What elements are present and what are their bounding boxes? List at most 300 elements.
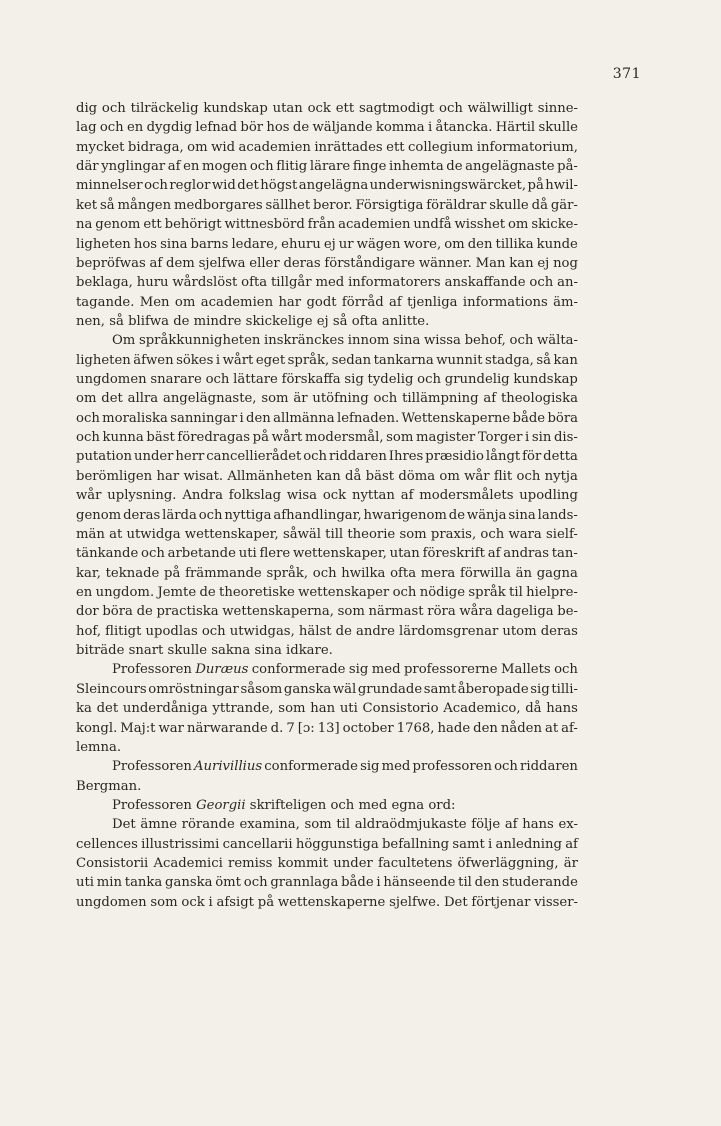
word: afhandlingar, [273, 507, 362, 523]
text-line [76, 777, 578, 796]
word: wår [464, 468, 490, 484]
word: män [76, 526, 105, 542]
word: Maj:t [120, 720, 156, 736]
word: ganska [283, 681, 332, 697]
word: ungdom. [95, 584, 155, 600]
word: ur [338, 236, 354, 252]
word: af [149, 255, 163, 271]
word: närwarande [186, 720, 268, 736]
word: äfwen [133, 352, 174, 368]
word: och [243, 875, 268, 891]
word: hans [522, 817, 554, 833]
text-line [76, 428, 578, 447]
word: Consistorio [362, 701, 439, 717]
word: ehuru [281, 236, 321, 252]
word: sedan [331, 352, 372, 368]
word: ock [181, 894, 205, 910]
word: skulle [167, 643, 208, 659]
text-line [76, 854, 578, 873]
word: ofta [390, 565, 417, 581]
text-line [76, 235, 578, 254]
word: och [330, 797, 355, 813]
word: remiss [228, 856, 273, 872]
word: och [529, 275, 554, 291]
word: dor [76, 604, 99, 620]
word: ligheten [76, 236, 131, 252]
word: sjelfwe. [389, 894, 441, 910]
word: studerande [502, 875, 578, 891]
word: wittnesbörd [224, 217, 305, 233]
word: eller [249, 255, 280, 271]
text-line [76, 757, 578, 776]
word: riddaren [328, 449, 387, 465]
word: komma [375, 120, 425, 136]
word: i [239, 410, 244, 426]
word: och [76, 410, 100, 426]
word: kunde [536, 236, 578, 252]
word: tillgår [271, 275, 312, 291]
word: stadga, [485, 352, 534, 368]
word: ynglingar [101, 159, 166, 175]
word: af [483, 391, 497, 407]
word: præsidio [425, 449, 484, 465]
text-line [76, 254, 578, 273]
word: skicke- [531, 217, 578, 233]
word: gär- [550, 197, 578, 213]
word: upodling [519, 488, 578, 504]
word: hänseende [383, 875, 456, 891]
word: wårt [271, 430, 303, 446]
word: tan- [551, 546, 578, 562]
word: till [325, 526, 344, 542]
word: bepröfwas [76, 255, 146, 271]
word: Professoren [112, 662, 192, 678]
word: cancellierådet [206, 449, 302, 465]
word: hof, [76, 623, 102, 639]
text-line [76, 835, 578, 854]
word: sanningar [170, 410, 238, 426]
word: informatorers [348, 275, 441, 291]
word: kan [553, 352, 578, 368]
word: mindre [193, 313, 242, 329]
word: uti [76, 875, 95, 891]
word: om [76, 391, 97, 407]
word: föredragas [177, 430, 251, 446]
word: då [345, 468, 362, 484]
word: sielf- [546, 526, 578, 542]
word: theorie [347, 526, 396, 542]
word: wårdslöst [172, 275, 238, 291]
word: den [473, 720, 498, 736]
word: den [246, 410, 271, 426]
word: tanka [124, 875, 163, 891]
word: och [554, 662, 578, 678]
word: Academico, [443, 701, 521, 717]
word: Duræus [195, 662, 249, 678]
word: Jemte [157, 584, 197, 600]
word: putation [76, 449, 133, 465]
word: grundade [357, 681, 423, 697]
word: ett [335, 101, 355, 116]
word: sina [508, 507, 536, 523]
text-line [76, 641, 578, 660]
word: allra [127, 391, 159, 407]
word: wåra [459, 604, 493, 620]
word: i [208, 894, 213, 910]
word: om [187, 139, 208, 155]
word: finge [352, 159, 387, 175]
word: förtjenar [471, 894, 531, 910]
text-line [76, 719, 578, 738]
word: hade [437, 720, 471, 736]
word: wisshet [454, 217, 506, 233]
text-line [76, 893, 578, 912]
word: uti [339, 701, 358, 717]
word: arbetande [167, 546, 236, 562]
word: om [439, 468, 460, 484]
word: som [386, 430, 414, 446]
word: åtancka. [435, 120, 493, 136]
word: omröstningar [148, 681, 239, 697]
word: til [336, 817, 351, 833]
word: wore, [403, 236, 442, 252]
word: förskaffa [281, 372, 341, 388]
word: academien [238, 139, 311, 155]
word: wänja [466, 507, 507, 523]
word: wettenskaper [298, 584, 390, 600]
word: huru [136, 275, 169, 291]
word: facultetens [378, 856, 453, 872]
word: är [563, 856, 578, 872]
word: lands- [537, 507, 578, 523]
word: visser- [534, 894, 578, 910]
word: från [307, 217, 336, 233]
text-line [76, 138, 578, 157]
text-line [76, 467, 578, 486]
word: är [293, 391, 308, 407]
word: ungdomen [76, 372, 147, 388]
word: i [215, 352, 221, 368]
word: som [278, 701, 306, 717]
word: samt [423, 681, 457, 697]
word: och [373, 391, 398, 407]
word: Men [139, 294, 170, 310]
word: böra [102, 604, 133, 620]
word: illustrissimi [141, 836, 220, 852]
word: berömligen [76, 468, 153, 484]
word: yttrande, [212, 701, 274, 717]
word: mera [420, 565, 456, 581]
word: hos [133, 236, 158, 252]
word: språk [468, 584, 506, 600]
word: af [504, 817, 518, 833]
word: förståndigare [324, 255, 416, 271]
word: en [76, 584, 93, 600]
word: nåden [500, 720, 542, 736]
word: de [335, 623, 352, 639]
word: conformerade [251, 662, 346, 678]
word: professorerne [403, 662, 498, 678]
word: ämne [140, 817, 177, 833]
word: inhemta [389, 159, 444, 175]
word: min [96, 875, 122, 891]
word: om [444, 236, 465, 252]
word: med [358, 797, 388, 813]
word: reglor [169, 178, 211, 194]
word: än [515, 565, 533, 581]
word: flit [493, 468, 513, 484]
word: wettenskaperne [277, 894, 386, 910]
word: åberopade [457, 681, 529, 697]
word: mången [117, 197, 172, 213]
word: Härtil [495, 120, 536, 136]
word: lättare [233, 372, 278, 388]
word: modersmålets [419, 488, 514, 504]
word: flere [259, 546, 291, 562]
word: under [133, 449, 174, 465]
word: de [136, 604, 153, 620]
word: i [427, 120, 433, 136]
word: anskaffande [444, 275, 526, 291]
word: som [150, 894, 178, 910]
word: sig [344, 372, 364, 388]
word: dageliga [496, 604, 554, 620]
word: och [201, 623, 226, 639]
word: hwarigenom [363, 507, 447, 523]
word: cancellarii [222, 836, 293, 852]
word: dem [166, 255, 195, 271]
word: kar, [76, 565, 101, 581]
word: flitigt [105, 623, 142, 639]
word: collegium [408, 139, 474, 155]
word: lefnaden. [336, 410, 400, 426]
text-line [76, 506, 578, 525]
word: sjelfwa [198, 255, 246, 271]
text-line [76, 176, 578, 195]
word: Ihres [388, 449, 424, 465]
word: wägen [356, 236, 401, 252]
word: under [333, 856, 373, 872]
word: kundskap [203, 101, 268, 116]
word: be- [557, 604, 578, 620]
word: Man [475, 255, 506, 271]
text-line [76, 486, 578, 505]
text-line [76, 293, 578, 312]
word: och [494, 759, 518, 775]
word: hwil- [545, 178, 578, 194]
word: utöfning [312, 391, 369, 407]
word: Om [112, 333, 136, 349]
word: tydelig [367, 372, 414, 388]
text-line [76, 447, 578, 466]
word: at [109, 526, 123, 542]
word: genom [76, 507, 122, 523]
word: förråd [341, 294, 384, 310]
word: Bergman. [76, 778, 142, 794]
word: och [99, 120, 124, 136]
word: behof, [464, 333, 506, 349]
word: cellences [76, 836, 138, 852]
word: och [312, 565, 337, 581]
word: ofta [351, 313, 378, 329]
word: så [536, 352, 551, 368]
word: och [303, 449, 328, 465]
word: teknade [105, 565, 160, 581]
word: wunnit [436, 352, 483, 368]
word: afsigt [216, 894, 254, 910]
word: anledning [495, 836, 562, 852]
word: ej [537, 255, 550, 271]
word: har [156, 468, 180, 484]
word: och [205, 372, 230, 388]
word: kommit [277, 856, 329, 872]
word: lärare [309, 159, 351, 175]
word: hwilka [341, 565, 386, 581]
word: wänner. [418, 255, 472, 271]
word: Andra [182, 488, 223, 504]
word: dygdig [146, 120, 193, 136]
word: wissa [424, 333, 461, 349]
text-line [76, 215, 578, 234]
word: til [509, 584, 523, 600]
word: ord: [428, 797, 456, 813]
word: och [480, 526, 505, 542]
text-line [76, 738, 578, 757]
word: utwidgas, [229, 623, 295, 639]
word: och [509, 333, 534, 349]
word: modersmål, [304, 430, 384, 446]
word: wäl [332, 681, 357, 697]
word: idkare. [286, 643, 333, 659]
word: beror. [313, 197, 353, 213]
word: på [527, 178, 544, 194]
word: och [198, 507, 223, 523]
word: wara [508, 526, 542, 542]
word: närmast [368, 604, 424, 620]
word: utan [389, 546, 420, 562]
word: practiska [156, 604, 219, 620]
word: hielpre- [526, 584, 578, 600]
word: då [525, 701, 542, 717]
text-line [76, 118, 578, 137]
word: långt [485, 449, 521, 465]
word: i [525, 430, 530, 446]
word: ock [322, 488, 347, 504]
word: Academici [153, 856, 223, 872]
word: på [257, 894, 275, 910]
word: i [488, 836, 493, 852]
word: så [332, 313, 348, 329]
word: på [164, 565, 181, 581]
word: october [342, 720, 394, 736]
word: behörigt [164, 217, 222, 233]
word: wisat. [183, 468, 224, 484]
word: moraliska [102, 410, 168, 426]
word: språkkunnigheten [138, 333, 261, 349]
word: lag [76, 120, 97, 136]
word: bäst [146, 430, 175, 446]
word: Wettenskaperne [401, 410, 511, 426]
word: ej [323, 236, 336, 252]
word: skickelige [245, 313, 313, 329]
text-line [76, 99, 578, 118]
word: lefnad [195, 120, 238, 136]
word: lärdomsgrenar [399, 623, 499, 639]
word: rörande [181, 817, 235, 833]
word: både [512, 410, 546, 426]
word: bäst [365, 468, 395, 484]
word: och [101, 101, 126, 116]
word: hans [546, 701, 578, 717]
word: andras [503, 546, 549, 562]
word: och [439, 101, 463, 116]
word: bör [240, 120, 264, 136]
text-line [76, 409, 578, 428]
text-line [76, 312, 578, 331]
word: at [544, 720, 559, 736]
word: på [252, 430, 269, 446]
word: så [99, 197, 115, 213]
word: sagtmodigt [358, 101, 435, 116]
word: underdåniga [122, 701, 208, 717]
word: tilli- [551, 681, 578, 697]
word: hälst [298, 623, 332, 639]
text-line [76, 583, 578, 602]
text-line [76, 196, 578, 215]
word: samt [452, 836, 485, 852]
word: mogen [202, 159, 248, 175]
word: kan [509, 255, 534, 271]
word: högst [260, 178, 298, 194]
word: wälta- [536, 333, 578, 349]
word: innom [347, 333, 390, 349]
word: examina, [239, 817, 300, 833]
word: informatorium, [476, 139, 578, 155]
word: sinne- [537, 101, 578, 116]
word: språk, [287, 352, 330, 368]
word: Det [112, 817, 136, 833]
word: och [76, 430, 100, 446]
page-number: 371 [612, 66, 641, 82]
word: blifwa [128, 313, 169, 329]
word: academien [338, 217, 411, 233]
word: magister [416, 430, 476, 446]
word: theoretiske [219, 584, 295, 600]
word: som [261, 391, 289, 407]
word: d. [270, 720, 284, 736]
word: war [158, 720, 184, 736]
word: det [237, 178, 259, 194]
word: academien [200, 294, 274, 310]
word: kundskap [513, 372, 578, 388]
word: sina [160, 236, 188, 252]
word: ka [76, 701, 92, 717]
word: tilräckelig [130, 101, 199, 116]
word: af- [561, 720, 578, 736]
word: bidraga, [127, 139, 184, 155]
word: den [474, 875, 500, 891]
word: som [399, 526, 427, 542]
word: angelägnaste [465, 159, 555, 175]
text-line [76, 273, 578, 292]
word: af [167, 159, 181, 175]
word: Consistorii [76, 856, 149, 872]
text-line [76, 389, 578, 408]
word: wår [76, 488, 102, 504]
word: minnelser [76, 178, 143, 194]
word: nyttan [351, 488, 395, 504]
word: Mallets [500, 662, 551, 678]
